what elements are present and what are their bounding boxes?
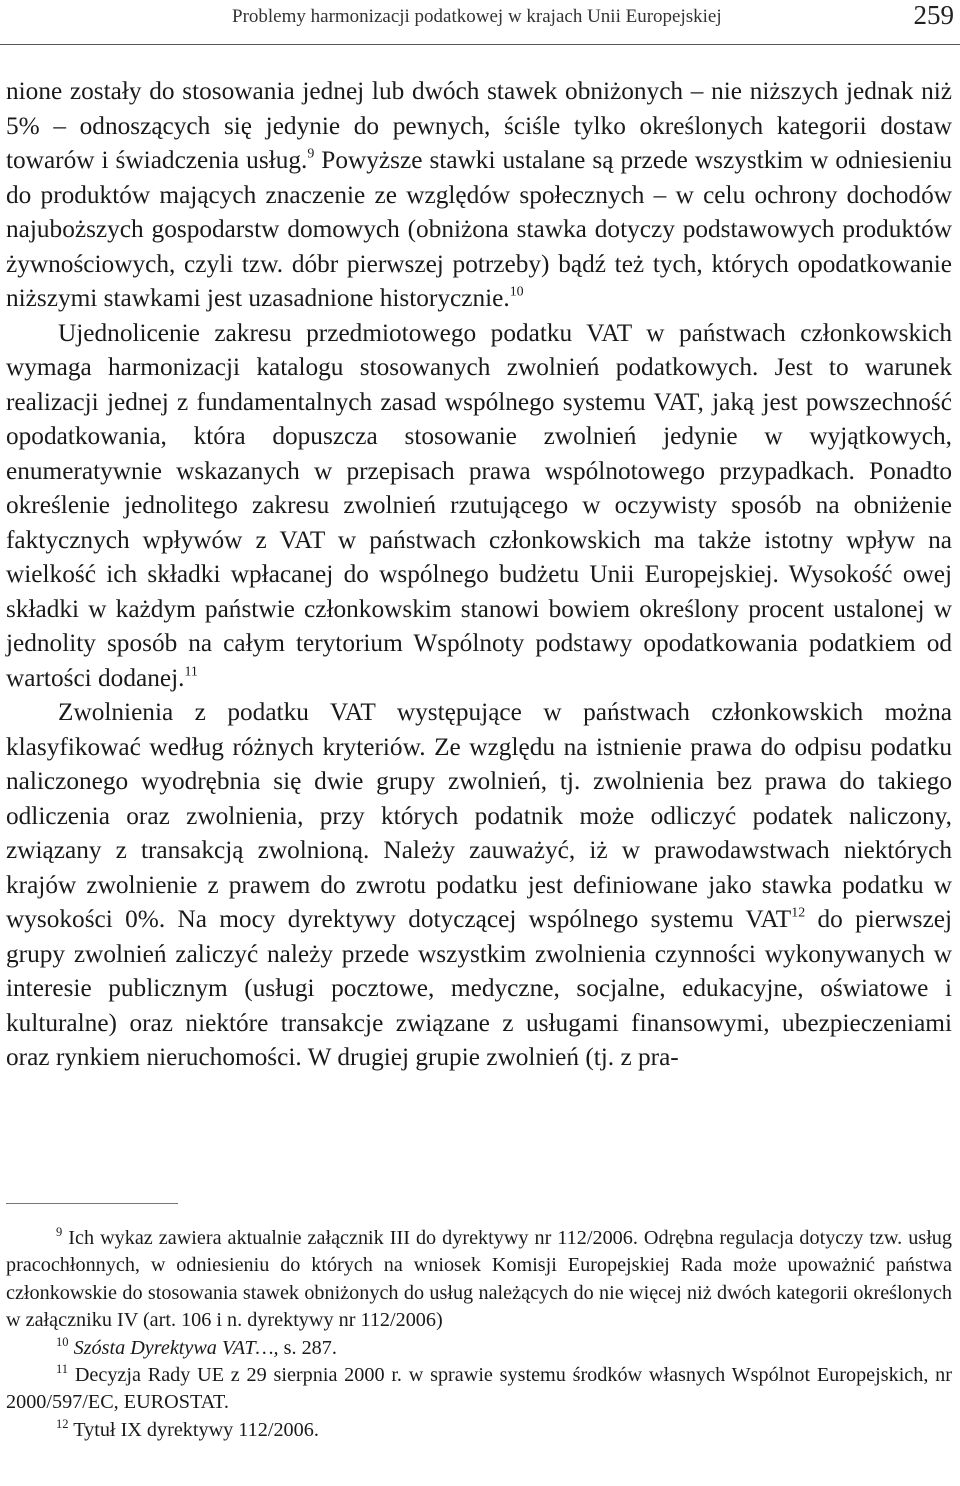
- footnotes: [6, 1225, 952, 1444]
- footnote-text: Tytuł IX dyrektywy 112/2006.: [73, 1418, 319, 1441]
- paragraph-3-text-a: Zwolnienia z podatku VAT występujące w państwach członkowskich można klasyfikować według różnych kryteriów. Ze względu na istnienie prawa do odpisu podatku naliczonego wyodrębnia się dwie grupy zwolnień, tj. zwolnienia bez prawa do takiego odliczenia oraz zwolnienia, przy których podatnik może odliczyć podatek naliczony, związany z transakcją zwolnioną. Należy zauważyć, iż w prawodawstwach niektórych krajów zwolnienie z prawem do zwrotu podatku jest definiowane jako stawka podatku w wysokości 0%. Na mocy dyrektywy dotyczącej wspólnego systemu VAT: [6, 698, 952, 933]
- paragraph-1: [6, 74, 952, 316]
- paragraph-1-text-a: nione zostały do stosowania jednej lub dwóch stawek obniżonych – nie niższych jednak niż 5% – odnoszących się jedynie do pewnych, ściśle tylko określonych kategorii dostaw towarów i świadczenia usług.: [6, 77, 952, 174]
- footnote-12: [6, 1417, 952, 1444]
- footnote-number: 11: [56, 1361, 69, 1376]
- footnote-text: Decyzja Rady UE z 29 sierpnia 2000 r. w sprawie systemu środków własnych Wspólnot Europejskich, nr 2000/597/EC, EUROSTAT.: [6, 1364, 952, 1414]
- footnote-number: 9: [56, 1224, 63, 1239]
- footnote-text: Ich wykaz zawiera aktualnie załącznik III do dyrektywy nr 112/2006. Odrębna regulacja dotyczy tzw. usług pracochłonnych, w odniesieniu do których na wniosek Komisji Europejskiej Rada może upoważnić państwa członkowskie do stosowania stawek obniżonych do usług należących do nie więcej niż dwóch kategorii określonych w załączniku IV (art. 106 i n. dyrektywy nr 112/2006): [6, 1227, 952, 1332]
- page-header: [0, 0, 960, 45]
- page-number: 259: [913, 0, 954, 30]
- cited-title: Szósta Dyrektywa VAT…,: [73, 1336, 279, 1359]
- paragraph-1-text-b: Powyższe stawki ustalane są przede wszystkim w odniesieniu do produktów mających znaczenie ze względów społecznych – w celu ochrony dochodów najuboższych gospodarstw domowych (obniżona stawka dotyczy podstawowych produktów żywnościowych, czyli tzw. dóbr pierwszej potrzeby) bądź też tych, których opodatkowanie niższymi stawkami jest uzasadnione historycznie.: [6, 146, 952, 312]
- footnote-ref-12: 12: [791, 905, 806, 921]
- paragraph-3-text-b: do pierwszej grupy zwolnień zaliczyć należy przede wszystkim zwolnienia czynności wykonywanych w interesie publicznym (usługi pocztowe, medyczne, socjalne, edukacyjne, oświatowe i kulturalne) oraz niektóre transakcje związane z usługami finansowymi, ubezpieczeniami oraz rynkiem nieruchomości. W drugiej grupie zwolnień (tj. z pra-: [6, 905, 952, 1071]
- footnote-separator: [6, 1203, 178, 1204]
- footnote-ref-10: 10: [509, 284, 524, 300]
- footnote-number: 12: [56, 1416, 69, 1431]
- running-head: Problemy harmonizacji podatkowej w krajach Unii Europejskiej: [232, 6, 722, 27]
- main-text: [6, 74, 952, 1075]
- footnote-9: [6, 1225, 952, 1335]
- footnote-ref-9: 9: [307, 146, 315, 162]
- footnote-number: 10: [56, 1334, 69, 1349]
- footnote-ref-11: 11: [184, 664, 198, 680]
- footnote-10: [6, 1335, 952, 1362]
- paragraph-3: [6, 695, 952, 1075]
- footnote-11: [6, 1362, 952, 1417]
- paragraph-2-text: Ujednolicenie zakresu przedmiotowego podatku VAT w państwach członkowskich wymaga harmonizacji katalogu stosowanych zwolnień podatkowych. Jest to warunek realizacji jednej z fundamentalnych zasad wspólnego systemu VAT, jaką jest powszechność opodatkowania, która dopuszcza stosowanie zwolnień jedynie w wyjątkowych, enumeratywnie wskazanych w przepisach prawa wspólnotowego przypadkach. Ponadto określenie jednolitego zakresu zwolnień rzutującego w oczywisty sposób na obniżenie faktycznych wpływów z VAT w państwach członkowskich ma także istotny wpływ na wielkość ich składki wpłacanej do wspólnego budżetu Unii Europejskiej. Wysokość owej składki w każdym państwie członkowskim stanowi bowiem określony procent ustalonej w jednolity sposób na całym terytorium Wspólnoty podstawy opodatkowania podatkiem od wartości dodanej.: [6, 318, 952, 692]
- footnote-text: s. 287.: [278, 1336, 337, 1359]
- paragraph-2: [6, 316, 952, 696]
